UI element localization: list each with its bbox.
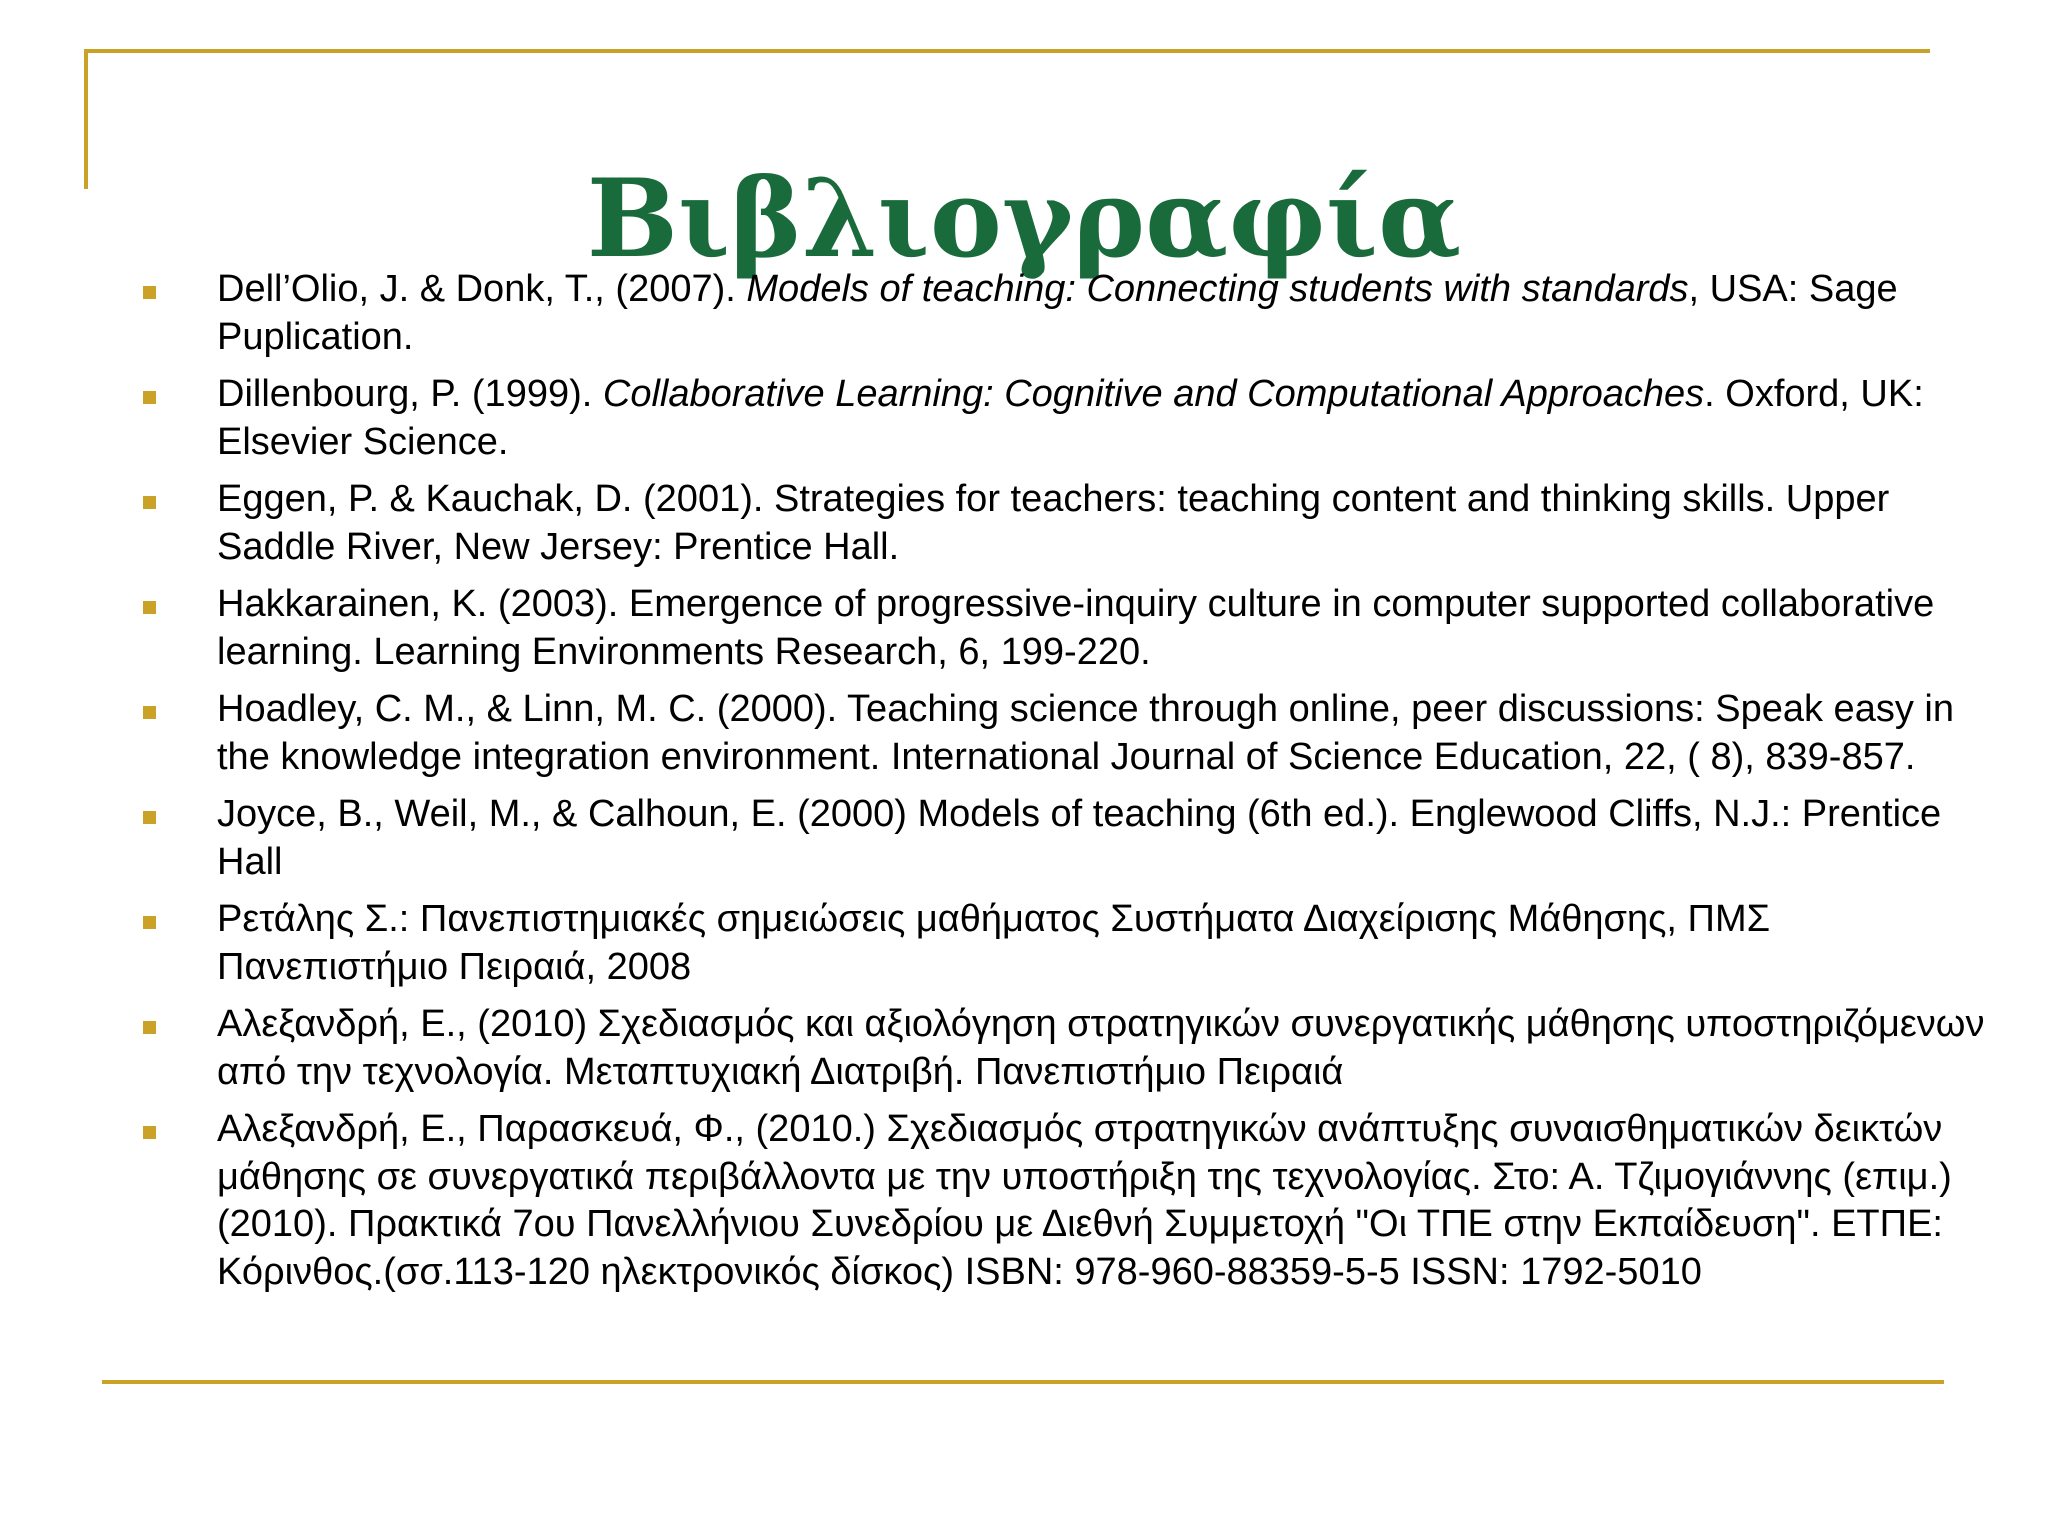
reference-text bbox=[217, 266, 1988, 361]
reference-item bbox=[0, 896, 2048, 991]
reference-item bbox=[0, 266, 2048, 361]
reference-text: Ρετάλης Σ.: Πανεπιστημιακές σημειώσεις μαθήματος Συστήματα Διαχείρισης Μάθησης, ΠΜΣ Πανεπιστήμιο Πειραιά, 2008 bbox=[217, 898, 1771, 988]
reference-item bbox=[0, 371, 2048, 466]
reference-list bbox=[0, 266, 2048, 1306]
reference-text-regular: Dell’Olio, J. & Donk, T., (2007). bbox=[217, 268, 747, 310]
reference-text: Hakkarainen, K. (2003). Emergence of progressive-inquiry culture in computer supported collaborative learning. Learning Environments Research, 6, 199-220. bbox=[217, 583, 1935, 673]
square-bullet-icon bbox=[143, 1021, 156, 1034]
reference-text-regular: . Oxford, UK: Elsevier Science. bbox=[217, 373, 1924, 463]
frame-bottom-rule bbox=[102, 1380, 1944, 1384]
reference-text bbox=[217, 371, 1988, 466]
reference-text-italic: Models of teaching: Connecting students with standards bbox=[746, 268, 1689, 310]
square-bullet-icon bbox=[143, 496, 156, 509]
reference-text-italic: Collaborative Learning: Cognitive and Computational Approaches bbox=[602, 373, 1705, 415]
square-bullet-icon bbox=[143, 811, 156, 824]
reference-text: Αλεξανδρή, Ε., (2010) Σχεδιασμός και αξιολόγηση στρατηγικών συνεργατικής μάθησης υποστηριζόμενων από την τεχνολογία. Μεταπτυχιακή Διατριβή. Πανεπιστήμιο Πειραιά bbox=[217, 1003, 1985, 1093]
reference-item bbox=[0, 1106, 2048, 1296]
reference-item bbox=[0, 1001, 2048, 1096]
square-bullet-icon bbox=[143, 286, 156, 299]
reference-text: Hoadley, C. M., & Linn, M. C. (2000). Teaching science through online, peer discussions: Speak easy in the knowledge integration environment. International Journal of Science Education, 22, ( 8), 839-857. bbox=[217, 688, 1954, 778]
reference-item bbox=[0, 686, 2048, 781]
reference-text: Joyce, B., Weil, M., & Calhoun, E. (2000) Models of teaching (6th ed.). Englewood Cliffs, N.J.: Prentice Hall bbox=[217, 793, 1942, 883]
square-bullet-icon bbox=[143, 916, 156, 929]
reference-item bbox=[0, 581, 2048, 676]
frame-top-rule bbox=[84, 49, 1930, 53]
reference-text: Eggen, P. & Kauchak, D. (2001). Strategies for teachers: teaching content and thinking skills. Upper Saddle River, New Jersey: Prentice Hall. bbox=[217, 478, 1890, 568]
square-bullet-icon bbox=[143, 391, 156, 404]
slide-title: Βιβλιογραφία bbox=[586, 156, 1462, 283]
reference-item bbox=[0, 791, 2048, 886]
reference-text: Αλεξανδρή, Ε., Παρασκευά, Φ., (2010.) Σχεδιασμός στρατηγικών ανάπτυξης συναισθηματικών δεικτών μάθησης σε συνεργατικά περιβάλλοντα με την υποστήριξη της τεχνολογίας. Στο: Α. Τζιμογιάννης (επιμ.) (2010). Πρακτικά 7ου Πανελλήνιου Συνεδρίου με Διεθνή Συμμετοχή "Οι ΤΠΕ στην Εκπαίδευση". ΕΤΠΕ: Κόρινθος.(σσ.113-120 ηλεκτρονικός δίσκος) ISBN: 978-960-88359-5-5 ISSN: 1792-5010 bbox=[217, 1108, 1952, 1293]
square-bullet-icon bbox=[143, 706, 156, 719]
reference-text-regular: , USA: Sage Puplication. bbox=[217, 268, 1898, 358]
square-bullet-icon bbox=[143, 601, 156, 614]
reference-text-regular: Dillenbourg, P. (1999). bbox=[217, 373, 603, 415]
reference-item bbox=[0, 476, 2048, 571]
square-bullet-icon bbox=[143, 1126, 156, 1139]
